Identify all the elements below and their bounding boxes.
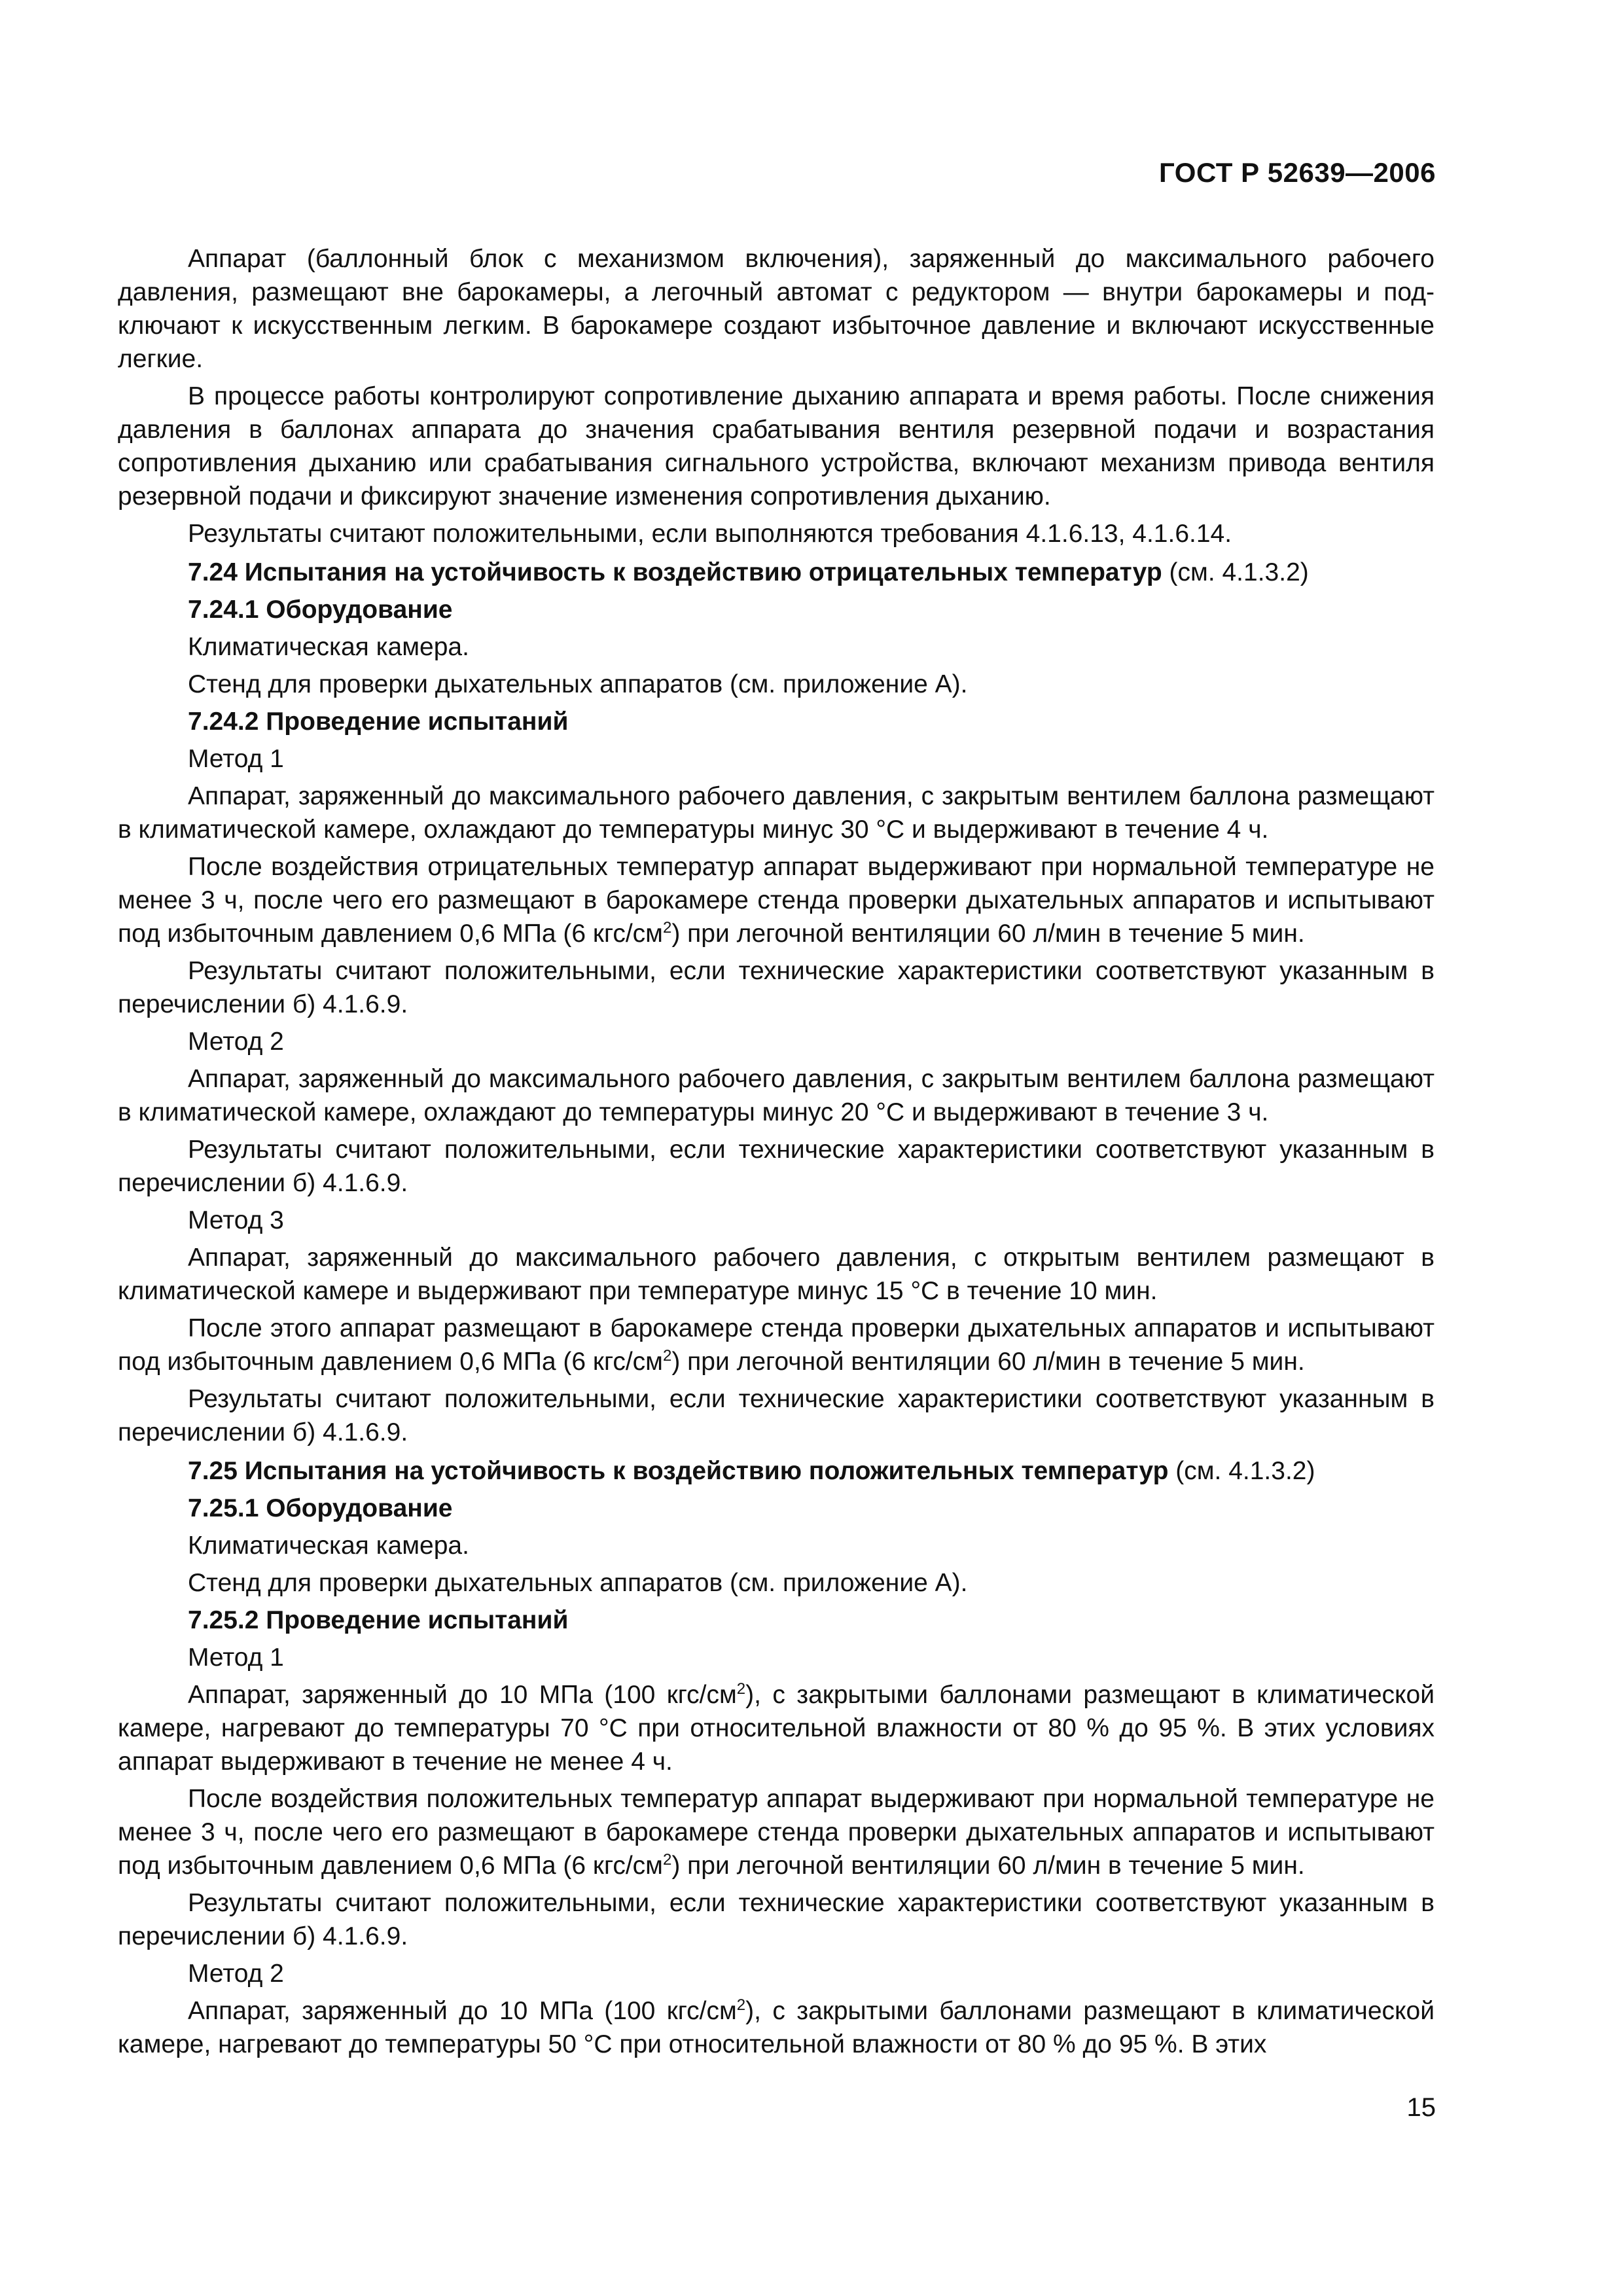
paragraph: Аппарат, заряженный до максимального рабочего давления, с закрытым вентилем баллона размещают в климатической камере, охлаждают до температуры минус 20 °С и выдерживают в течение 3 ч. <box>118 1065 1435 1126</box>
text-run: ) при легочной вентиляции 60 л/мин в течение 5 мин. <box>671 1348 1305 1376</box>
section-heading-7-24 <box>118 556 1435 589</box>
paragraph <box>118 1782 1435 1882</box>
subsection-heading-7-25-1: 7.25.1 Оборудование <box>188 1494 453 1522</box>
superscript: 2 <box>663 919 672 937</box>
paragraph: Аппарат, заряженный до максимального рабочего давления, с открытым вентилем размещают в климатической камере и выдерживают при температуре минус 15 °С в течение 10 мин. <box>118 1244 1435 1305</box>
paragraph <box>118 1312 1435 1378</box>
section-heading-7-25 <box>118 1454 1435 1488</box>
method-label: Метод 1 <box>188 1643 284 1672</box>
paragraph: Стенд для проверки дыхательных аппаратов (см. приложение А). <box>188 1569 968 1597</box>
document-id-header: ГОСТ Р 52639—2006 <box>1159 157 1436 188</box>
subsection-heading-7-24-2: 7.24.2 Проведение испытаний <box>188 708 569 736</box>
section-reference: (см. 4.1.3.2) <box>1162 558 1309 586</box>
paragraph: Результаты считают положительными, если технические характеристики соответствуют указанным в перечислении б) 4.1.6.9. <box>118 1385 1435 1446</box>
paragraph: Климатическая камера. <box>188 1532 469 1560</box>
text-run: ) при легочной вентиляции 60 л/мин в течение 5 мин. <box>671 920 1305 948</box>
method-label: Метод 2 <box>188 1960 284 1988</box>
paragraph <box>118 1678 1435 1778</box>
text-run: Аппарат, заряженный до 10 МПа (100 кгс/см <box>188 1681 737 1709</box>
subsection-heading-7-24-1: 7.24.1 Оборудование <box>188 596 453 624</box>
superscript: 2 <box>736 1680 746 1698</box>
text-run: ), с закрытыми баллонами размещают в климатической камере, нагревают до температуры 50 °С при относительной влажности от 80 % до 95 %. В этих <box>118 1997 1435 2058</box>
superscript: 2 <box>663 1347 672 1365</box>
text-run: ), с закрытыми баллонами размещают в климатической камере, нагревают до температуры 70 °С при относительной влажности от 80 % до 95 %. В этих условиях аппарат выдерживают в течение не менее 4 ч. <box>118 1681 1435 1776</box>
paragraph: Климатическая камера. <box>188 633 469 661</box>
text-run: ) при легочной вентиляции 60 л/мин в течение 5 мин. <box>671 1852 1305 1880</box>
paragraph: Стенд для проверки дыхательных аппаратов (см. приложение А). <box>188 670 968 698</box>
section-reference: (см. 4.1.3.2) <box>1168 1457 1315 1485</box>
method-label: Метод 2 <box>188 1028 284 1056</box>
text-run: Аппарат, заряженный до 10 МПа (100 кгс/см <box>188 1997 737 2025</box>
method-label: Метод 1 <box>188 745 284 773</box>
paragraph: Результаты считают положительными, если технические характеристики соответствуют указанным в перечислении б) 4.1.6.9. <box>118 957 1435 1018</box>
paragraph: Результаты считают положительными, если технические характеристики соответствуют указанным в перечислении б) 4.1.6.9. <box>118 1136 1435 1197</box>
superscript: 2 <box>736 1996 746 2014</box>
section-title: 7.25 Испытания на устойчивость к воздействию положительных температур <box>188 1457 1169 1485</box>
paragraph: Аппарат, заряженный до максимального рабочего давления, с закрытым вентилем баллона размещают в климатической камере, охлаждают до температуры минус 30 °С и выдерживают в течение 4 ч. <box>118 782 1435 844</box>
paragraph: В процессе работы контролируют сопротивление дыханию аппарата и время работы. После снижения давления в баллонах аппарата до значения срабатывания вентиля резервной подачи и возрастания сопротивления дыханию или срабатывания сигнального устройства, включают механизм привода вентиля резервной подачи и фиксируют значение изменения сопротивления дыханию. <box>118 382 1435 511</box>
text-run: После воздействия положительных температур аппарат выдерживают при нормальной температуре не менее 3 ч, после чего его размещают в барокамере стенда проверки дыхательных аппаратов и испытывают под избыточным давлением 0,6 МПа (6 кгс/см <box>118 1785 1435 1880</box>
paragraph <box>118 1994 1435 2061</box>
subsection-heading-7-25-2: 7.25.2 Проведение испытаний <box>188 1606 569 1634</box>
document-body <box>118 242 1435 2065</box>
page-number: 15 <box>1406 2093 1436 2122</box>
section-title: 7.24 Испытания на устойчивость к воздействию отрицательных температур <box>188 558 1162 586</box>
method-label: Метод 3 <box>188 1206 284 1234</box>
superscript: 2 <box>663 1851 672 1869</box>
text-run: После воздействия отрицательных температур аппарат выдерживают при нормальной температуре не менее 3 ч, после чего его размещают в барокамере стенда проверки дыхательных аппаратов и испытывают под избыточным давлением 0,6 МПа (6 кгс/см <box>118 853 1435 948</box>
text-run: После этого аппарат размещают в барокамере стенда проверки дыхательных аппаратов и испытывают под избыточным давлением 0,6 МПа (6 кгс/см <box>118 1314 1435 1376</box>
paragraph <box>118 850 1435 950</box>
paragraph: Результаты считают положительными, если выполняются требования 4.1.6.13, 4.1.6.14. <box>188 520 1232 548</box>
paragraph: Результаты считают положительными, если технические характеристики соответствуют указанным в перечислении б) 4.1.6.9. <box>118 1889 1435 1950</box>
paragraph: Аппарат (баллонный блок с механизмом включения), заряженный до максимального рабочего давления, размещают вне барокамеры, а легочный автомат с редуктором — внутри барокамеры и подключают к искусственным легким. В барокамере создают избыточное давление и включают искусственные легкие. <box>118 245 1435 373</box>
